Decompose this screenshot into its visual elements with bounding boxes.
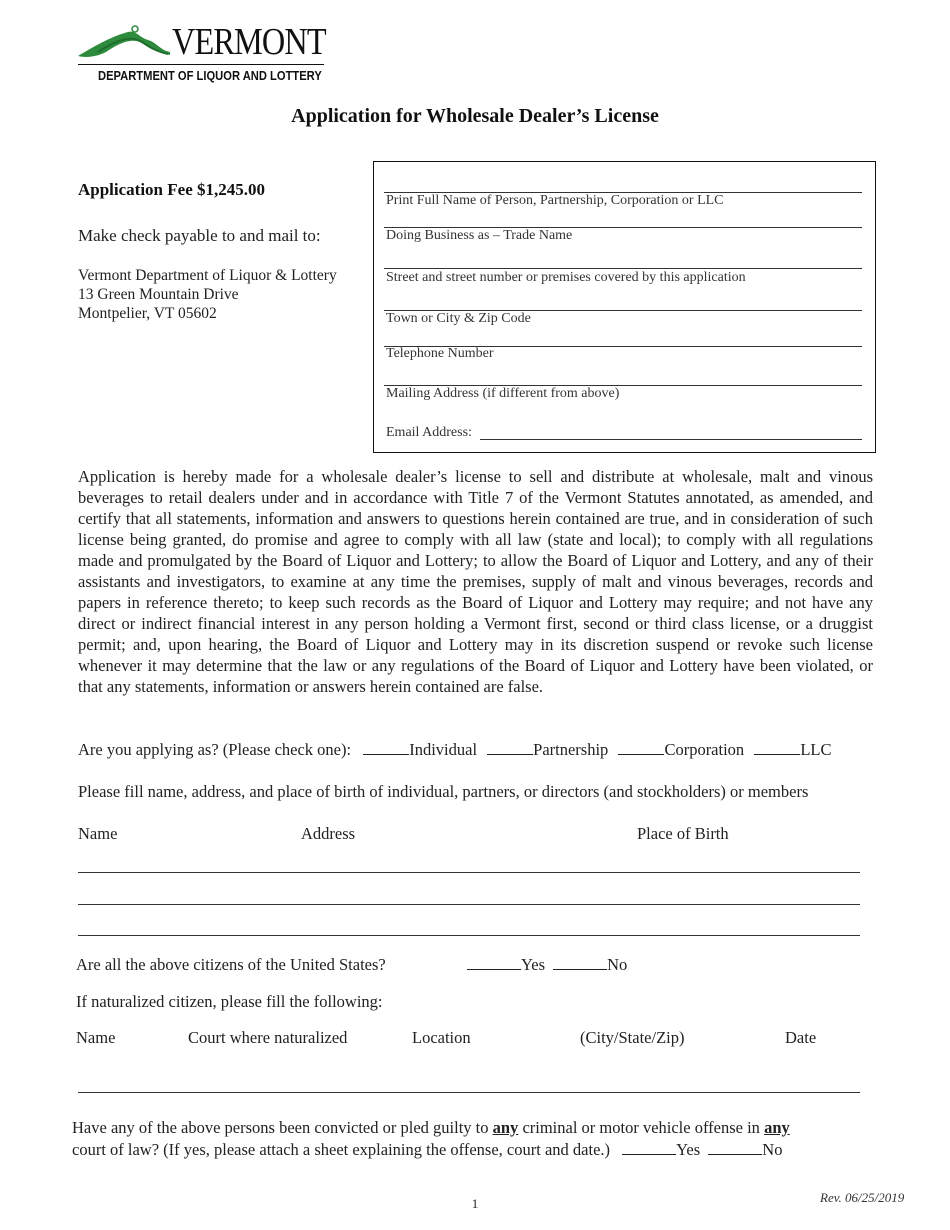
page-title: Application for Wholesale Dealer’s License (291, 105, 659, 127)
citizens-yes-label: Yes (521, 955, 546, 974)
logo-rule (78, 64, 324, 65)
member-entry-line[interactable] (78, 935, 860, 936)
logo-wordmark: VERMONT (172, 21, 326, 63)
member-entry-line[interactable] (78, 904, 860, 905)
naturalized-entry-line[interactable] (78, 1092, 860, 1093)
option-individual: Individual (409, 740, 478, 759)
address-line: Vermont Department of Liquor & Lottery (78, 267, 337, 284)
email-label: Email Address: (386, 425, 472, 440)
convicted-question-line2 (72, 1140, 782, 1160)
application-statement: Application is hereby made for a wholesale dealer’s license to sell and distribute at wholesale, malt and vinous beverages to retail dealers under and in accordance with Title 7 of the Vermont Statutes annotated, as amended, and certify that all statements, information and answers to questions herein contained are true, and in consideration of such license being granted, do promise and agree to comply with all law (state and local); to comply with all regulations made and promulgated by the Board of Liquor and Lottery; to allow the Board of Liquor and Lottery, and any of their assistants and investigators, to examine at any time the premises, supply of malt and vinous beverages, records and papers in reference thereto; to keep such records as the Board of Liquor and Lottery may require; and not have any direct or indirect financial interest in any person holding a Vermont first, second or third class license, or a druggist permit; and, upon hearing, the Board of Liquor and Lottery may in its discretion suspend or revoke such license whenever it may determine that the law or any regulations of the Board of Liquor and Lottery have been violated, or that any statements, information or answers herein contained are false. (78, 467, 873, 696)
convicted-no-label: No (762, 1140, 783, 1159)
applying-as-question: Are you applying as? (Please check one): (78, 740, 352, 759)
citizens-yes-blank[interactable] (467, 955, 521, 970)
citizens-no-blank[interactable] (553, 955, 607, 970)
option-corporation: Corporation (664, 740, 745, 759)
naturalized-instruction: If naturalized citizen, please fill the following: (76, 992, 383, 1011)
telephone-label: Telephone Number (386, 346, 494, 361)
nat-header-name: Name (76, 1028, 116, 1047)
street-label: Street and street number or premises covered by this application (386, 270, 746, 285)
address-line: Montpelier, VT 05602 (78, 305, 217, 322)
mailing-address (78, 266, 337, 323)
convicted-text: Have any of the above persons been convicted or pled guilty to (72, 1118, 493, 1137)
option-partnership: Partnership (533, 740, 609, 759)
convicted-no-blank[interactable] (708, 1140, 762, 1155)
department-name: DEPARTMENT OF LIQUOR AND LOTTERY (98, 68, 322, 83)
email-field-line[interactable] (480, 439, 862, 440)
llc-check-blank[interactable] (754, 740, 800, 755)
convicted-yes-blank[interactable] (622, 1140, 676, 1155)
fill-instruction: Please fill name, address, and place of birth of individual, partners, or directors (and stockholders) or members (78, 782, 809, 801)
convicted-yes-label: Yes (676, 1140, 701, 1159)
convicted-question-line1 (72, 1118, 790, 1138)
nat-header-court: Court where naturalized (188, 1028, 348, 1047)
emphasis-any: any (492, 1118, 519, 1137)
application-fee: Application Fee $1,245.00 (78, 180, 265, 199)
header-name: Name (78, 824, 118, 843)
mailing-address-label: Mailing Address (if different from above) (386, 386, 620, 401)
payable-instruction: Make check payable to and mail to: (78, 226, 321, 245)
nat-header-location: Location (412, 1028, 471, 1047)
header-place-of-birth: Place of Birth (637, 824, 729, 843)
emphasis-any: any (764, 1118, 790, 1137)
corporation-check-blank[interactable] (618, 740, 664, 755)
page-number: 1 (471, 1196, 479, 1211)
header-address: Address (301, 824, 356, 843)
partnership-check-blank[interactable] (487, 740, 533, 755)
revision-date: Rev. 06/25/2019 (820, 1190, 905, 1205)
citizens-answer (467, 955, 627, 975)
option-llc: LLC (800, 740, 832, 759)
applying-as-row (78, 740, 831, 760)
town-zip-label: Town or City & Zip Code (386, 311, 531, 326)
individual-check-blank[interactable] (363, 740, 409, 755)
trade-name-label: Doing Business as – Trade Name (386, 228, 573, 243)
citizens-question: Are all the above citizens of the United States? (76, 955, 386, 974)
street-field-line[interactable] (384, 268, 862, 269)
nat-header-city-state-zip: (City/State/Zip) (580, 1028, 685, 1047)
convicted-text: criminal or motor vehicle offense in (518, 1118, 765, 1137)
full-name-label: Print Full Name of Person, Partnership, Corporation or LLC (386, 193, 724, 208)
member-entry-line[interactable] (78, 872, 860, 873)
nat-header-date: Date (785, 1028, 817, 1047)
address-line: 13 Green Mountain Drive (78, 286, 239, 303)
citizens-no-label: No (607, 955, 628, 974)
convicted-text: court of law? (If yes, please attach a sheet explaining the offense, court and date.) (72, 1140, 611, 1159)
